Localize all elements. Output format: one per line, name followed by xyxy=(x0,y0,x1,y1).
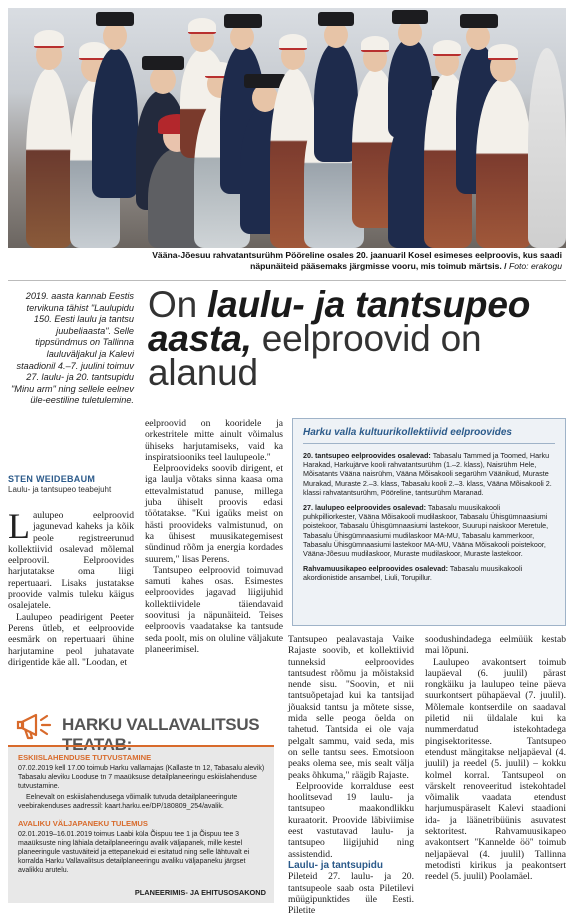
notice-title: HARKU VALLAVALITSUS xyxy=(62,715,260,734)
divider xyxy=(8,745,274,747)
info-box-label: 27. laulupeo eelproovides osalevad: xyxy=(303,503,427,513)
notice-header xyxy=(8,707,274,745)
notice-paragraph: Eelnevalt on eskiislahendusega võimalik tutvuda detailplaneeringute veebirakenduses aadressil: kaart.harku.ee/DP/180809_254/avalik. xyxy=(18,794,238,810)
info-box-text: Tabasalu muusikakooli akordionistide ansambel, Liuli, Torupillur. xyxy=(303,564,523,583)
photo-credit: Foto: erakogu xyxy=(508,261,562,271)
info-box xyxy=(292,418,566,626)
col2-paragraph: Eelproovideks soovib dirigent, et iga laulja võtaks sinna kaasa oma ettevalmistatud panuse, millega juba ühiselt proovis edasi töötatakse. "Kui igaüks meist on hästi proovideks valmistunud, on ka ühisest muusikategemisest sündinud rõõm ja energia kordades suurem," lisas Perens. xyxy=(145,463,283,565)
info-box-section xyxy=(303,564,555,582)
col2-paragraph: eelproovid on kooridele ja orkestritele mitte ainult võimalus ühiseks harjutamiseks, vaid ka inspiratsiooniks teel laulupeole." xyxy=(145,418,283,463)
photo-caption: Vääna-Jõesuu rahvatantsurühm Pööreline osales 20. jaanuaril Kosel esimeses eelproovis, kus saadi näpunäiteid pääsemaks järgmisse vooru, mis toimub märtsis. / Foto: erakogu xyxy=(152,250,562,271)
section-subhead: Laulu- ja tantsupidu xyxy=(288,859,383,871)
col4-paragraph: soodushindadega eelmüük kestab mai lõpuni. xyxy=(425,634,566,657)
headline-bold: laulu- ja tantsupeo aasta, xyxy=(148,284,531,359)
notice-section-heading: ESKIISLAHENDUSE TUTVUSTAMINE xyxy=(18,753,152,762)
info-box-title: Harku valla kultuurikollektiivid eelproovides xyxy=(303,427,512,438)
info-box-text: Tabasalu muusikakooli puhkpilliorkester, Vääna Mõisakooli mudilaskoor, Tabasalu Ühisgümnaasiumi poistekoor, Tabasalu Ühisgümnaasiumi lastekoor, Suurupi naiskoor Meretule, Tabasalu Ühisgümnaasiumi mudilaskoor MA-MU, Tabasalu kammerkoor, Tabasalu Ühisgümnaasiumi lastekoor MA-MU, Vääna Mõisakooli poistekoor, Vääna-Jõesuu mudilaskoor, Muraste mudilaskoor, Muraste lastekoor. xyxy=(303,503,549,559)
col2-paragraph: Tantsupeo eelproovid toimuvad samuti kahes osas. Esimestes eelproovides jagavad liigijuhid kollektiividele täiendavaid soovitusi ja näpunäiteid. Teises eelproovis vaadatakse ka tantsude seda poolt, mis on oluline väljakute planeerimisel. xyxy=(145,564,283,655)
notice-paragraph: 02.01.2019–16.01.2019 toimus Laabi küla Õispuu tee 1 ja Õispuu tee 3 maaüksuste ning lähiala detailplaneeringu avalik väljapanek, mille kestel planeeringule vastuväiteid ja ettepanekuid ei esitatud ning selle lähtuvalt ei korralda Harku Vallavalitsus detailplaneeringu avaliku väljapaneku järgset avalikku arutelu. xyxy=(18,831,250,874)
info-box-section xyxy=(303,503,555,558)
article-intro: 2019. aasta kannab Eestis tervikuna tähist "Laulupidu 150. Eesti laulu ja tantsu juubeliaasta". Selle tippsündmus on Tallinna lauluväljakul ja Kalevi staadionil 4.–7. juulini toimuv 27. laulu- ja 20. tantsupidu "Minu arm" ning sellele eelnev üle-eestiline tuletulemine. xyxy=(11,291,134,406)
headline-part2: eelproovid on alanud xyxy=(148,318,482,393)
info-box-text: Tabasalu Tammed ja Toomed, Harku Harakad, Harkujärve kooli rahvatantsurühm (1.–2. klass), Naisrühm Hele, Mõisatants Vääna naisrühm, Vääna Mõisakooli segarühm Väänikud, Muraste Murakad, Muraste 2.–3. klass, Tabasalu kooli 2.–3. klass, Vääna Mõisakooli 2. klassi rahvatantsurühm, Pööreline, tantsurühm Maranad. xyxy=(303,451,552,497)
headline xyxy=(148,284,568,393)
group-photo xyxy=(8,8,566,248)
info-box-label: Rahvamuusikapeo eelproovides osalevad: xyxy=(303,564,449,574)
col1-paragraph: Laulupeo peadirigent Peeter Perens ütleb, et eelproovide eesmärk on repertuaari ühine harjutamine peol juhatavate dirigentide käe all. "Loodan, et xyxy=(8,611,134,668)
col4-paragraph: Laulupeo avakontsert toimub laupäeval (6. juulil) pärast rongkäiku ja laulupeo teine päeva suurkontsert pühapäeval (7. juulil). Mõlemale kontserdile on saadaval piletid nii üldalale kui ka nummerdatud istekohtadega pingisektoritesse. Tantsupeo etendust mängitakse neljapäeval (4. juulil) ja reedel (5. juulil) – kokku kolmel korral. Tantsupeol on värskelt renoveeritud istekohtadel võimalik vaadata etendust harjumuspäraselt Kalevi staadioni ida- ja läänetribüünis asuvatest sektoritest. Rahvamuusikapeo avakontsert "Kannelde öö" toimub neljapäeval (4. juulil) Tallinna metodisti kirikus ja peakontsert reedel (5. juulil) Poolamäel. xyxy=(425,656,566,883)
body-column-4 xyxy=(425,634,566,883)
col3-paragraph: Eelproovide korralduse eest hoolitsevad 19 laulu- ja tantsupeo maakondlikku kuraatorit. Proovide läbiviimise eest vastutavad laulu- ja tantsupeo liigijuhid ning assistendid. xyxy=(288,780,414,860)
dropcap: L xyxy=(8,506,30,546)
info-box-section xyxy=(303,451,555,497)
municipal-notice xyxy=(8,707,274,903)
notice-section xyxy=(18,819,268,875)
divider xyxy=(303,443,555,444)
headline-part1: On xyxy=(148,284,208,325)
author-role: Laulu- ja tantsupeo teabejuht xyxy=(8,485,112,494)
notice-paragraph: 07.02.2019 kell 17.00 toimub Harku vallamajas (Kallaste tn 12, Tabasalu alevik) Tabasalu aleviku Looduse tn 7 maaüksuse detailplaneeringu eskiislahenduse tutvustamine. xyxy=(18,765,265,790)
notice-signature: PLANEERIMIS- JA EHITUSOSAKOND xyxy=(134,888,266,897)
col3-paragraph: Tantsupeo pealavastaja Vaike Rajaste soovib, et kollektiivid tunneksid eelproovides tantsudest rõõmu ja mõistaksid nende sisu. "Soovin, et nii tantsuõpetajad kui ka tantsijad jõuaksid tantsu ja mõtete sisse, mida selle peoga öelda on tahetud. Tantsida ei ole vaja pelgalt sammu, vaid seda, mis on selle tantsu sees. Emotsioon peaks olema see, mis sealt välja peaks õhkuma," räägib Rajaste. xyxy=(288,634,414,781)
megaphone-icon xyxy=(16,709,56,743)
col3-paragraph: Pileteid 27. laulu- ja 20. tantsupeole saab osta Piletilevi müügipunktides üle Eesti. Piletite xyxy=(288,871,414,916)
body-column-2 xyxy=(145,418,283,655)
divider xyxy=(8,280,566,281)
col1-paragraph: aulupeo eelproovid jagunevad kaheks ja kõik peole registreerunud kollektiivid osalevad mõlemal eelproovil. Eelproovides harjutatakse oma liigi repertuaari. Lisaks justatakse proovide valmis tuleku käigus osalejatele. xyxy=(8,510,134,612)
notice-section-heading: AVALIKU VÄLJAPANEKU TULEMUS xyxy=(18,819,148,828)
notice-section xyxy=(18,753,268,811)
body-column-3 xyxy=(288,634,414,916)
body-column-1 xyxy=(8,506,134,668)
info-box-label: 20. tantsupeo eelproovides osalevad: xyxy=(303,451,431,460)
caption-text: Vääna-Jõesuu rahvatantsurühm Pööreline osales 20. jaanuaril Kosel esimeses eelproovis, kus saadi näpunäiteid pääsemaks järgmisse vooru, mis toimub märtsis. xyxy=(152,250,562,271)
author-name: STEN WEIDEBAUM xyxy=(8,474,96,484)
